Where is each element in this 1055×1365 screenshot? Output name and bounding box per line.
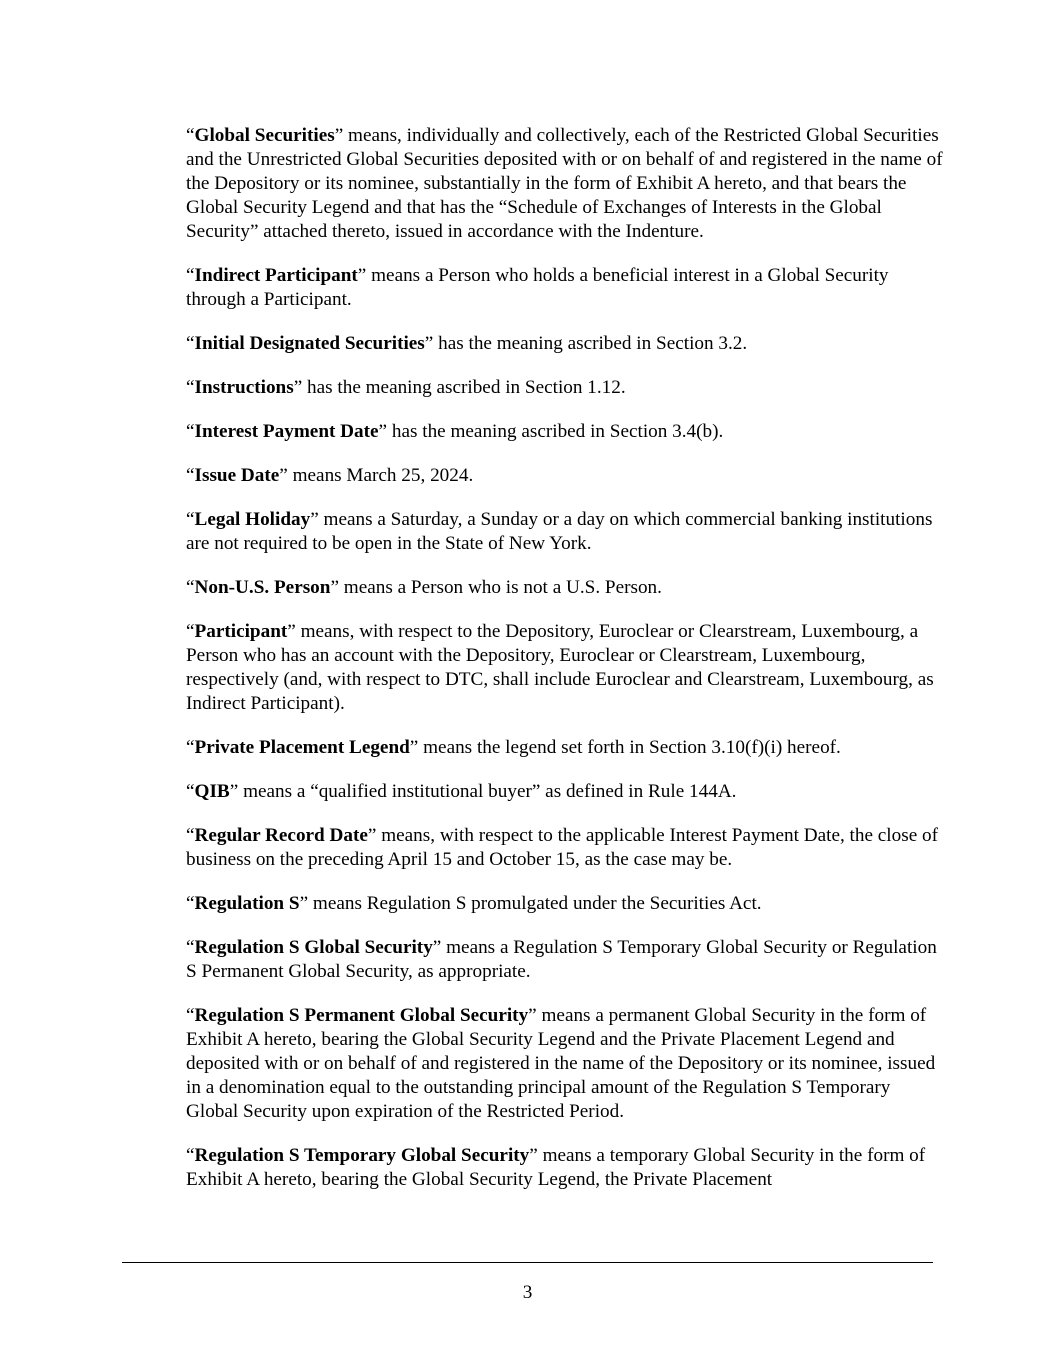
definition-paragraph: “Issue Date” means March 25, 2024. bbox=[186, 465, 474, 486]
definition-text: means a permanent Global Security in the form of Exhibit A hereto, bearing the Global Security Legend and the Private Placement Legend and deposited with or on behalf of and registered in the name of the Depository or its nominee, issued in a denomination equal to the outstanding principal amount of the Regulation S Temporary Global Security upon expiration of the Restricted Period. bbox=[186, 1005, 936, 1122]
defined-term: Regulation S Temporary Global Security bbox=[194, 1145, 530, 1166]
definition-text: means the legend set forth in Section 3.10(f)(i) hereof. bbox=[418, 737, 841, 758]
definition-paragraph: “Instructions” has the meaning ascribed in Section 1.12. bbox=[186, 377, 626, 398]
definition-text: means, with respect to the applicable Interest Payment Date, the close of business on the preceding April 15 and October 15, as the case may be. bbox=[186, 825, 938, 870]
definition-paragraph: “QIB” means a “qualified institutional buyer” as defined in Rule 144A. bbox=[186, 781, 737, 802]
defined-term: Indirect Participant bbox=[194, 265, 358, 286]
defined-term: Global Securities bbox=[194, 125, 335, 146]
definition-text: means a Saturday, a Sunday or a day on which commercial banking institutions are not required to be open in the State of New York. bbox=[186, 509, 933, 554]
definition-paragraph: “Regulation S Permanent Global Security” means a permanent Global Security in the form of Exhibit A hereto, bearing the Global Security Legend and the Private Placement Legend and deposited with or on behalf of and registered in the name of the Depository or its nominee, issued in a denomination equal to the outstanding principal amount of the Regulation S Temporary Global Security upon expiration of the Restricted Period. bbox=[186, 1005, 936, 1122]
defined-term: Regular Record Date bbox=[194, 825, 368, 846]
definition-paragraph: “Regular Record Date” means, with respect to the applicable Interest Payment Date, the close of business on the preceding April 15 and October 15, as the case may be. bbox=[186, 825, 938, 870]
footer-divider bbox=[122, 1262, 933, 1263]
definition-paragraph: “Non-U.S. Person” means a Person who is not a U.S. Person. bbox=[186, 577, 662, 598]
definition-paragraph: “Regulation S Global Security” means a Regulation S Temporary Global Security or Regulation S Permanent Global Security, as appropriate. bbox=[186, 937, 937, 982]
defined-term: Regulation S Permanent Global Security bbox=[194, 1005, 529, 1026]
definition-paragraph: “Private Placement Legend” means the legend set forth in Section 3.10(f)(i) hereof. bbox=[186, 737, 841, 758]
definition-text: means a Regulation S Temporary Global Security or Regulation S Permanent Global Security, as appropriate. bbox=[186, 937, 937, 982]
definition-paragraph: “Indirect Participant” means a Person who holds a beneficial interest in a Global Security through a Participant. bbox=[186, 265, 889, 310]
definition-paragraph: “Initial Designated Securities” has the meaning ascribed in Section 3.2. bbox=[186, 333, 748, 354]
definition-text: has the meaning ascribed in Section 3.2. bbox=[433, 333, 748, 354]
defined-term: QIB bbox=[194, 781, 230, 802]
defined-term: Legal Holiday bbox=[194, 509, 311, 530]
page-number: 3 bbox=[522, 1282, 533, 1303]
defined-term: Private Placement Legend bbox=[194, 737, 410, 758]
defined-term: Instructions bbox=[194, 377, 294, 398]
definition-paragraph: “Legal Holiday” means a Saturday, a Sunday or a day on which commercial banking institutions are not required to be open in the State of New York. bbox=[186, 509, 933, 554]
definition-paragraph: “Interest Payment Date” has the meaning ascribed in Section 3.4(b). bbox=[186, 421, 724, 442]
document-body bbox=[186, 124, 946, 1212]
definition-paragraph: “Regulation S” means Regulation S promulgated under the Securities Act. bbox=[186, 893, 762, 914]
defined-term: Regulation S Global Security bbox=[194, 937, 433, 958]
defined-term: Initial Designated Securities bbox=[194, 333, 425, 354]
definition-text: means March 25, 2024. bbox=[287, 465, 474, 486]
definition-paragraph: “Participant” means, with respect to the Depository, Euroclear or Clearstream, Luxembourg, a Person who has an account with the Depository, Euroclear or Clearstream, Luxembourg, respectively (and, with respect to DTC, shall include Euroclear and Clearstream, Luxembourg, as Indirect Participant). bbox=[186, 621, 934, 714]
defined-term: Interest Payment Date bbox=[194, 421, 379, 442]
definition-text: means a Person who is not a U.S. Person. bbox=[338, 577, 662, 598]
definition-text: means, individually and collectively, each of the Restricted Global Securities and the Unrestricted Global Securities deposited with or on behalf of and registered in the name of the Depository or its nominee, substantially in the form of Exhibit A hereto, and that bears the Global Security Legend and that has the “Schedule of Exchanges of Interests in the Global Security” attached thereto, issued in accordance with the Indenture. bbox=[186, 125, 943, 242]
definition-text: means Regulation S promulgated under the Securities Act. bbox=[308, 893, 762, 914]
definition-paragraph: “Global Securities” means, individually and collectively, each of the Restricted Global Securities and the Unrestricted Global Securities deposited with or on behalf of and registered in the name of the Depository or its nominee, substantially in the form of Exhibit A hereto, and that bears the Global Security Legend and that has the “Schedule of Exchanges of Interests in the Global Security” attached thereto, issued in accordance with the Indenture. bbox=[186, 125, 943, 242]
defined-term: Participant bbox=[194, 621, 288, 642]
defined-term: Issue Date bbox=[194, 465, 280, 486]
defined-term: Non-U.S. Person bbox=[194, 577, 331, 598]
definition-text: means a Person who holds a beneficial interest in a Global Security through a Participant. bbox=[186, 265, 889, 310]
definition-text: means, with respect to the Depository, Euroclear or Clearstream, Luxembourg, a Person who has an account with the Depository, Euroclear or Clearstream, Luxembourg, respectively (and, with respect to DTC, shall include Euroclear and Clearstream, Luxembourg, as Indirect Participant). bbox=[186, 621, 934, 714]
definition-text: means a “qualified institutional buyer” as defined in Rule 144A. bbox=[238, 781, 737, 802]
definition-text: means a temporary Global Security in the form of Exhibit A hereto, bearing the Global Security Legend, the Private Placement bbox=[186, 1145, 926, 1190]
defined-term: Regulation S bbox=[194, 893, 300, 914]
definition-paragraph: “Regulation S Temporary Global Security” means a temporary Global Security in the form of Exhibit A hereto, bearing the Global Security Legend, the Private Placement bbox=[186, 1145, 926, 1190]
definition-text: has the meaning ascribed in Section 3.4(b). bbox=[387, 421, 724, 442]
definition-text: has the meaning ascribed in Section 1.12. bbox=[302, 377, 626, 398]
